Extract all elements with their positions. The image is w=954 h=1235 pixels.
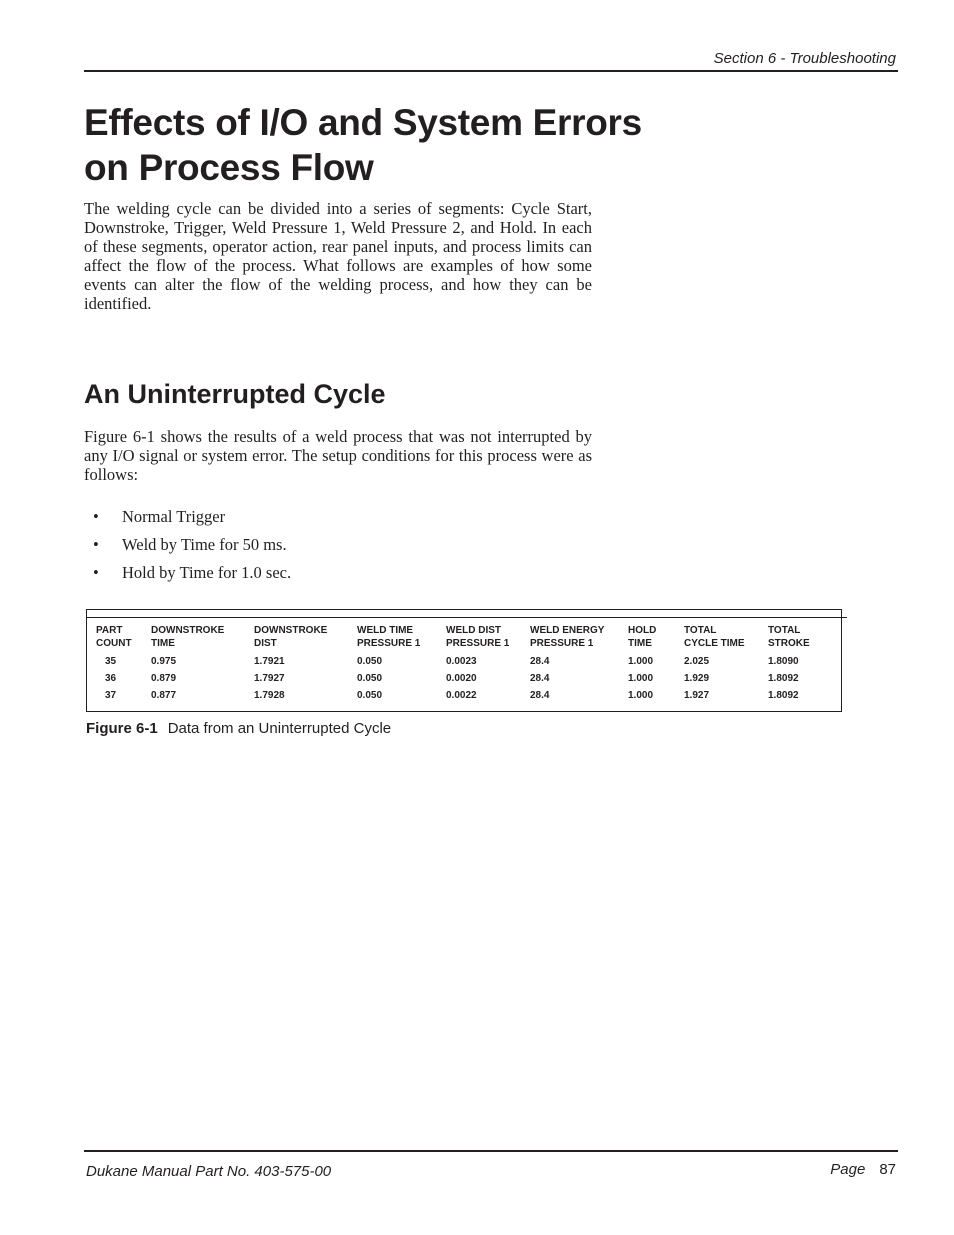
column-header: WELD DIST PRESSURE 1: [446, 625, 510, 649]
column-header: DOWNSTROKE TIME: [151, 625, 225, 649]
list-item: • Hold by Time for 1.0 sec.: [93, 563, 292, 582]
page-label: Page: [830, 1161, 866, 1178]
page-title: [84, 100, 642, 190]
column-header: TOTAL CYCLE TIME: [684, 625, 745, 649]
data-table-frame: [86, 609, 842, 712]
title-line-1: Effects of I/O and System Errors: [84, 102, 642, 143]
manual-part-number: Dukane Manual Part No. 403-575-00: [86, 1163, 332, 1180]
figure-label: Figure 6-1: [86, 720, 158, 737]
column-header: PART COUNT: [96, 625, 132, 649]
page-indicator: [830, 1161, 896, 1178]
intro-paragraph: The welding cycle can be divided into a series of segments: Cycle Start, Downstroke, Trigger, Weld Pressure 1, Weld Pressure 2, and Hold. In each of these segments, operator action, rear panel inputs, and process limits can affect the flow of the process. What follows are examples of how some events can alter the flow of the welding process, and how they can be identified.: [84, 199, 592, 313]
header-rule: [84, 70, 898, 72]
column-header: WELD TIME PRESSURE 1: [357, 625, 421, 649]
table-header-row: [87, 624, 841, 655]
table-top-rule: [87, 617, 847, 618]
column-header: WELD ENERGY PRESSURE 1: [530, 625, 605, 649]
table-row: 37 0.877 1.7928 0.050 0.0022 28.4 1.000 1.927 1.8092: [105, 690, 799, 701]
section-heading: An Uninterrupted Cycle: [84, 379, 386, 409]
column-header: DOWNSTROKE DIST: [254, 625, 328, 649]
table-row: 36 0.879 1.7927 0.050 0.0020 28.4 1.000 1.929 1.8092: [105, 673, 799, 684]
title-line-2: on Process Flow: [84, 147, 374, 188]
page-number: 87: [879, 1161, 896, 1178]
column-header: TOTAL STROKE: [768, 625, 810, 649]
footer-rule: [84, 1150, 898, 1152]
table-row: 35 0.975 1.7921 0.050 0.0023 28.4 1.000 2.025 1.8090: [105, 656, 799, 667]
figure-caption: [86, 720, 391, 737]
figure-caption-text: Data from an Uninterrupted Cycle: [167, 720, 392, 737]
list-item: • Normal Trigger: [93, 507, 226, 526]
column-header: HOLD TIME: [628, 625, 657, 649]
bullet-icon: •: [93, 563, 99, 582]
section-paragraph: Figure 6-1 shows the results of a weld process that was not interrupted by any I/O signal or system error. The setup conditions for this process were as follows:: [84, 427, 592, 484]
list-item: • Weld by Time for 50 ms.: [93, 535, 287, 554]
running-header: Section 6 - Troubleshooting: [713, 50, 896, 67]
data-table: [87, 624, 841, 706]
setup-conditions-list: [84, 506, 291, 590]
bullet-icon: •: [93, 535, 99, 554]
bullet-icon: •: [93, 507, 99, 526]
